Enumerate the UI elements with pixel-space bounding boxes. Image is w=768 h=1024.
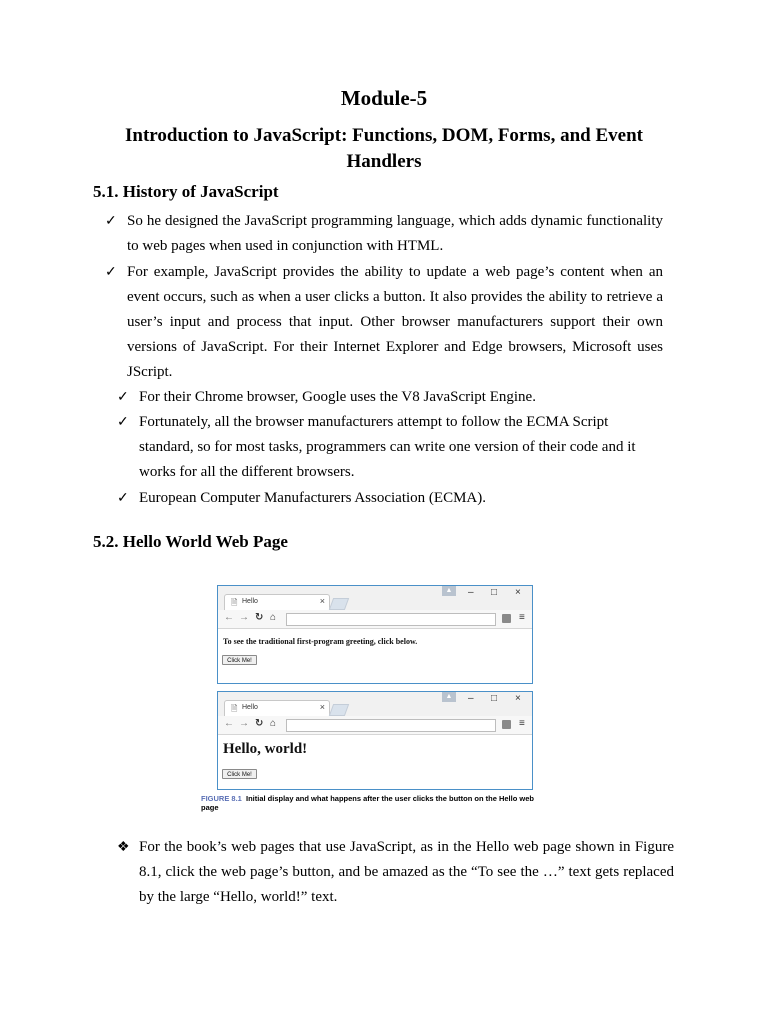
check-icon: ✓ <box>117 415 129 430</box>
module-title: Module-5 <box>340 86 428 110</box>
history-sub-bullet-2: Fortunately, all the browser manufacturers attempt to follow the ECMA Script standard, so for most tasks, programmers can write one version of their code and it works for all the different browsers. <box>139 414 636 480</box>
hello-world-bullet: For the book’s web pages that use JavaScript, as in the Hello web page shown in Figure 8.1, click the web page’s button, and be amazed as the “To see the …” text gets replaced by the large “Hello, world!” text. <box>139 839 674 905</box>
diamond-bullet-icon: ❖ <box>117 840 130 855</box>
address-bar[interactable] <box>286 613 496 626</box>
close-window-icon[interactable]: × <box>515 693 521 704</box>
user-icon[interactable]: ▲ <box>442 692 456 702</box>
close-tab-icon[interactable]: × <box>319 596 325 606</box>
figure-caption <box>201 794 547 812</box>
click-me-button[interactable]: Click Me! <box>222 655 257 665</box>
greeting-instruction: To see the traditional first-program greeting, click below. <box>223 637 418 646</box>
check-icon: ✓ <box>105 214 117 229</box>
maximize-icon[interactable]: □ <box>491 693 498 704</box>
history-bullet-1: So he designed the JavaScript programming language, which adds dynamic functionality to web pages when used in conjunction with HTML. <box>127 213 663 254</box>
reload-icon[interactable]: ↻ <box>255 612 264 623</box>
check-icon: ✓ <box>117 491 129 506</box>
back-icon[interactable]: ← <box>224 718 234 729</box>
browser-tab[interactable] <box>224 700 330 717</box>
browser-titlebar <box>218 586 532 610</box>
check-icon: ✓ <box>105 265 117 280</box>
history-sub-bullet-3: European Computer Manufacturers Association (ECMA). <box>139 490 486 506</box>
browser-window-initial <box>217 585 533 684</box>
browser-toolbar <box>218 716 532 735</box>
figure-caption-label: FIGURE 8.1 <box>201 794 242 803</box>
new-tab-button[interactable] <box>329 704 349 716</box>
maximize-icon[interactable]: □ <box>491 587 498 598</box>
back-icon[interactable]: ← <box>224 612 234 623</box>
extension-icon[interactable] <box>502 720 511 729</box>
tab-label: Hello <box>242 598 258 605</box>
page-icon: 🗎 <box>231 598 238 607</box>
browser-tab[interactable] <box>224 594 330 611</box>
click-me-button[interactable]: Click Me! <box>222 769 257 779</box>
menu-icon[interactable]: ≡ <box>519 612 525 623</box>
close-window-icon[interactable]: × <box>515 587 521 598</box>
forward-icon[interactable]: → <box>239 612 249 623</box>
browser-toolbar <box>218 610 532 629</box>
check-icon: ✓ <box>117 390 129 405</box>
minimize-icon[interactable]: – <box>468 587 474 598</box>
minimize-icon[interactable]: – <box>468 693 474 704</box>
hello-world-text: Hello, world! <box>223 741 308 757</box>
new-tab-button[interactable] <box>329 598 349 610</box>
home-icon[interactable]: ⌂ <box>270 718 277 729</box>
menu-icon[interactable]: ≡ <box>519 718 525 729</box>
section-heading-history: 5.1. History of JavaScript <box>93 182 279 201</box>
main-title: Introduction to JavaScript: Functions, DOM, Forms, and Event Handlers <box>125 125 643 172</box>
address-bar[interactable] <box>286 719 496 732</box>
figure-caption-text: Initial display and what happens after the user clicks the button on the Hello web page <box>201 794 534 812</box>
page-icon: 🗎 <box>231 704 238 713</box>
section-heading-hello-world: 5.2. Hello World Web Page <box>93 532 288 551</box>
extension-icon[interactable] <box>502 614 511 623</box>
close-tab-icon[interactable]: × <box>319 702 325 712</box>
browser-window-after-click <box>217 691 533 790</box>
history-bullet-2: For example, JavaScript provides the ability to update a web page’s content when an event occurs, such as when a user clicks a button. It also provides the ability to retrieve a user’s input and process that input. Other browser manufacturers support their own versions of JavaScript. For their Internet Explorer and Edge browsers, Microsoft uses JScript. <box>127 264 663 380</box>
home-icon[interactable]: ⌂ <box>270 612 277 623</box>
browser-titlebar <box>218 692 532 716</box>
user-icon[interactable]: ▲ <box>442 586 456 596</box>
reload-icon[interactable]: ↻ <box>255 718 264 729</box>
tab-label: Hello <box>242 704 258 711</box>
figure-hello-web-page <box>200 584 548 816</box>
forward-icon[interactable]: → <box>239 718 249 729</box>
history-sub-bullet-1: For their Chrome browser, Google uses the V8 JavaScript Engine. <box>139 389 536 405</box>
